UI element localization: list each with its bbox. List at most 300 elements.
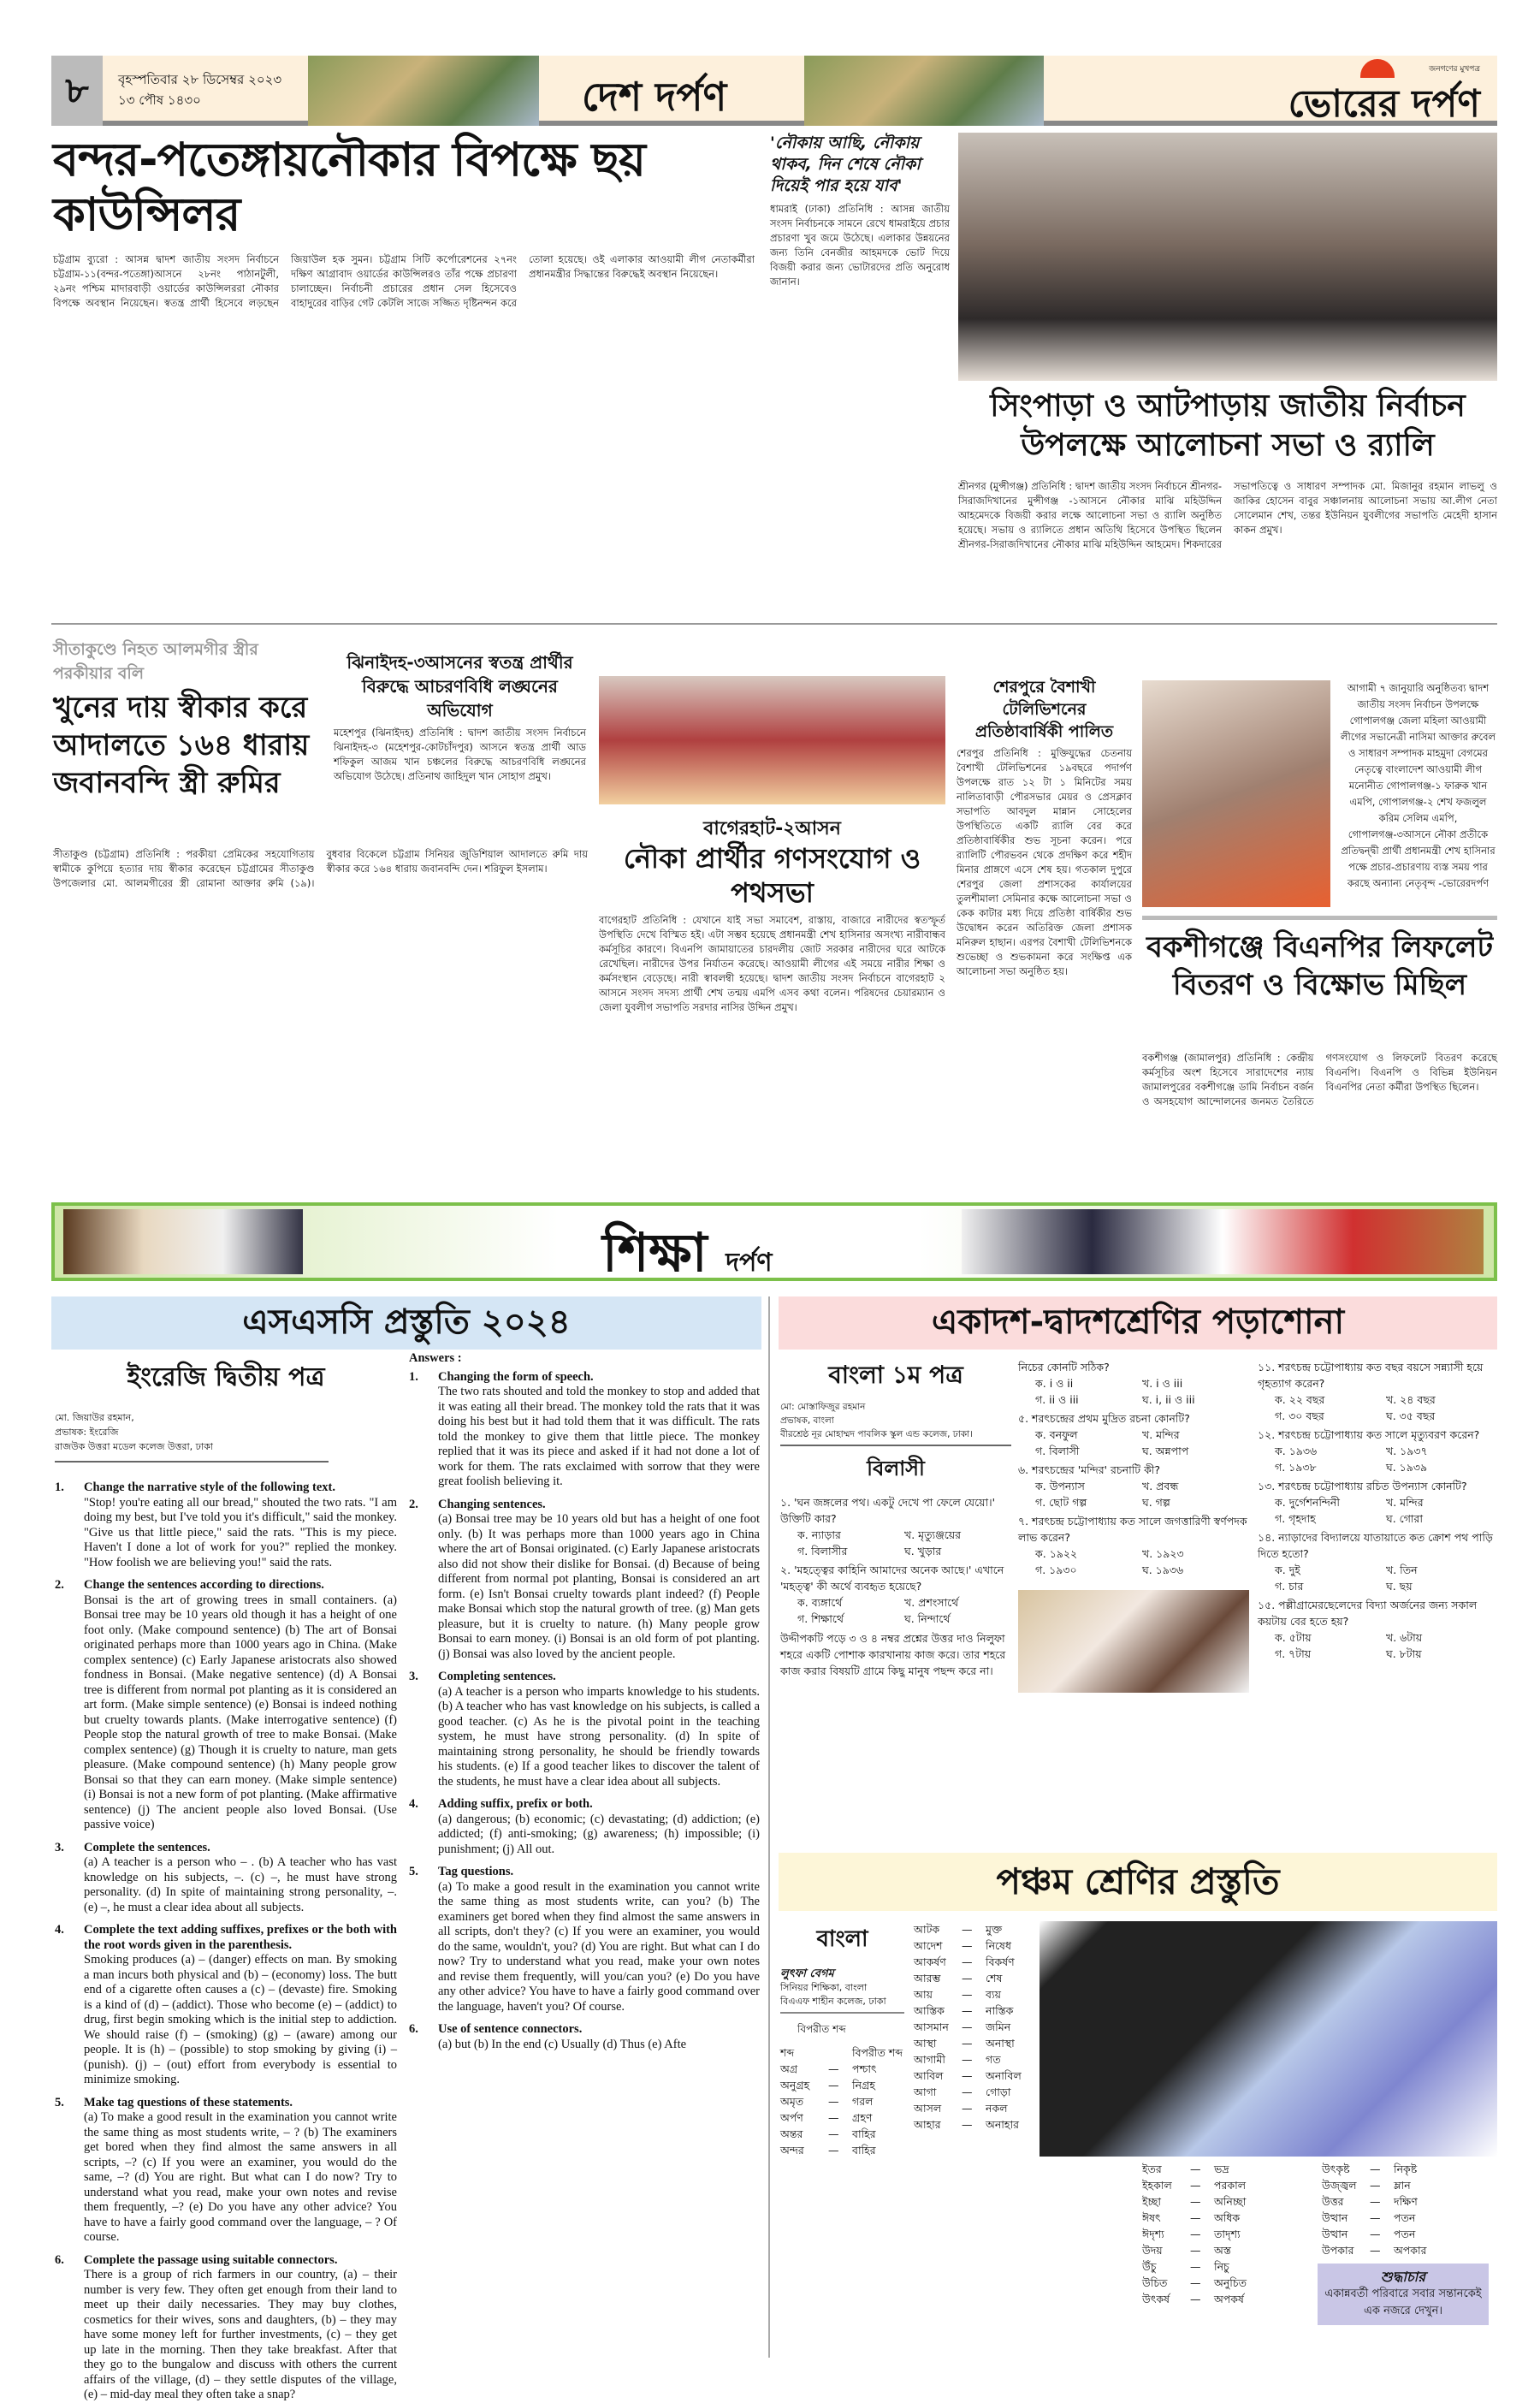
item-text: The two rats shouted and told the monkey to stop and added that it was eating all their bread. The monkey told the rats that it was doing his best but it had told them that it was difficult. The rats told the monkey to give them that little piece. The monkey replied that it was its piece and asked if it had not done a lot of work for them. The rats exclaimed with sorrow that they were great foolish believing it. bbox=[438, 1385, 760, 1488]
opposite-word: জমিন bbox=[986, 2020, 1011, 2033]
word: উত্থান bbox=[1322, 2228, 1348, 2240]
word: উৎকৃষ্ট bbox=[1322, 2163, 1350, 2175]
lead-headline: বন্দর-পতেঙ্গায়নৌকার বিপক্ষে ছয় কাউন্সিলর bbox=[53, 133, 645, 241]
opposite-word: পতন bbox=[1394, 2228, 1416, 2240]
opposite-word: অপকর্ষ bbox=[1214, 2293, 1244, 2305]
item-number: 4. bbox=[55, 1923, 64, 1937]
item-title: Tag questions. bbox=[438, 1865, 514, 1878]
antonym-pair bbox=[1142, 2177, 1296, 2193]
antonym-pair bbox=[914, 2100, 1034, 2116]
antonym-pair bbox=[780, 2093, 904, 2109]
author-title: সিনিয়র শিক্ষিকা, বাংলা bbox=[780, 1982, 868, 1993]
item-title: Use of sentence connectors. bbox=[438, 2022, 583, 2036]
dash: — bbox=[1370, 2195, 1381, 2208]
word: আসমান bbox=[914, 2020, 949, 2033]
antonym-pair bbox=[1322, 2161, 1493, 2177]
antonym-pair bbox=[780, 2126, 904, 2142]
word: অনুগ্রহ bbox=[780, 2079, 810, 2092]
antonym-pair bbox=[914, 1921, 1034, 1937]
word: আস্তিক bbox=[914, 2004, 945, 2017]
word: আস্থা bbox=[914, 2037, 937, 2050]
mcq-item bbox=[1018, 1410, 1249, 1459]
mcq-option: ক. উপন্যাস bbox=[1035, 1480, 1085, 1492]
antonym-pair bbox=[1322, 2177, 1493, 2193]
mcq-item bbox=[1258, 1597, 1497, 1662]
opposite-word: অনাহার bbox=[986, 2118, 1019, 2131]
dash: — bbox=[1190, 2211, 1201, 2224]
dash: — bbox=[1190, 2228, 1201, 2240]
hsc-author bbox=[780, 1400, 1011, 1446]
hsc-topic: বিলাসী bbox=[867, 1457, 925, 1480]
mcq-option: ক. দুই bbox=[1275, 1563, 1300, 1576]
item-title: Changing the form of speech. bbox=[438, 1369, 594, 1384]
opposite-word: অনাবিল bbox=[986, 2069, 1022, 2082]
word: আগামী bbox=[914, 2053, 945, 2066]
question-item bbox=[55, 1480, 397, 1570]
section-title: দেশ দর্পণ bbox=[582, 74, 727, 120]
opposite-word: বিকর্ষণ bbox=[986, 1955, 1015, 1968]
item-number: 6. bbox=[409, 2022, 418, 2036]
mcq-item bbox=[1258, 1529, 1497, 1594]
item-text: Bonsai is the art of growing trees in small containers. (a) Bonsai tree may be 10 years old though it has a height of one foot only. (Make compound sentence) (b) The art of Bonsai originated perhaps more than 1000 years ago in China. (Make complex sentence) (c) Early Japanese aristocrats also showed fondness in Bonsai. (Make negative sentence) (d) A Bonsai tree is different from normal pot planting as it is considered an art form. (Make simple sentence) (e) Bonsai is indeed nothing but cruelty towards plants. (Make interrogative sentence) (f) People stop the natural growth of tree to make Bonsai. (Make complex sentence) (g) Though it is cruelty to nature, man gets pleasure. (Make compound sentence) (h) Many people grow Bonsai so that they can earn money. (Make simple sentence) (i) Bonsai is not a new form of pot planting. (Make affirmative sentence) (j) The ancient people also loved Bonsai. (Use passive voice) bbox=[84, 1593, 397, 1831]
logo-tagline: জনগণের মুখপত্র bbox=[1429, 65, 1480, 74]
masthead bbox=[51, 56, 1497, 126]
mcq-option: ক. বনফুল bbox=[1035, 1428, 1078, 1441]
mcq-item bbox=[1018, 1359, 1249, 1408]
antonym-pair bbox=[1142, 2193, 1296, 2210]
mcq-option: ঘ. ৮টায় bbox=[1386, 1647, 1422, 1660]
dash: — bbox=[828, 2144, 839, 2157]
students-image-right bbox=[962, 1209, 1484, 1274]
item-number: 2. bbox=[409, 1497, 418, 1511]
hsc-column-2 bbox=[1018, 1356, 1249, 1693]
mcq-option: ঘ. নিন্দার্থে bbox=[904, 1612, 951, 1625]
opposite-word: অনুচিত bbox=[1214, 2276, 1247, 2289]
jhenaidah-body: মহেশপুর (ঝিনাইদহ) প্রতিনিধি : দ্বাদশ জাতীয় সংসদ নির্বাচনে ঝিনাইদহ-৩ (মহেশপুর-কোটচাঁদপুর) আসনে স্বতন্ত্র প্রার্থী আড শফিকুল আজম খান চঞ্চলের বিরুদ্ধে আচরণবিধি লঙ্ঘনের অভিযোগ উঠেছে। প্রতিনাথ জাহিদুল খান সোহাগ প্রমুখ। bbox=[334, 727, 586, 782]
col-word: শব্দ bbox=[780, 2046, 795, 2059]
word: অমৃত bbox=[780, 2095, 804, 2108]
mcq-option: গ. বিলাসীর bbox=[797, 1545, 848, 1558]
mcq-question: ১৪. ন্যাড়াদের বিদ্যালয়ে যাতায়াতে কত ক্রোশ পথ পাড়ি দিতে হতো? bbox=[1258, 1531, 1493, 1560]
item-number: 4. bbox=[409, 1797, 418, 1811]
mcq-option: ঘ. খুড়ার bbox=[904, 1545, 942, 1558]
word: আহার bbox=[914, 2118, 941, 2131]
item-text: (a) To make a good result in the examination you cannot write the same thing as most students write, can you? (b) The examiners get bored when they find almost the same answers in all scripts, don't they? (c) If you were an examiner, you would do the same, wouldn't, you? (d) You are right. But what can I do now? Try to understand what you read, make your own notes and revise them frequently, will you/can you? (e) Do you have any other advice? You have to have a fairly good command over the language, haven't you? Of course. bbox=[438, 1879, 760, 2014]
mcq-option: খ. তিন bbox=[1386, 1563, 1418, 1576]
opposite-word: নিষেধ bbox=[986, 1939, 1011, 1952]
mcq-option: ঘ. ৩৫ বছর bbox=[1386, 1409, 1436, 1422]
mcq-option: খ. ২৪ বছর bbox=[1386, 1393, 1436, 1406]
sitakunda-kicker: সীতাকুণ্ডে নিহত আলমগীর স্ত্রীর পরকীয়ার বলি bbox=[53, 640, 258, 683]
bakshiganj-body: বকশীগঞ্জ (জামালপুর) প্রতিনিধি : কেন্দ্রীয় কর্মসূচির অংশ হিসেবে সারাদেশের ন্যায় জামালপুরের বকশীগঞ্জে ডামি নির্বাচন বর্জন ও অসহযোগ আন্দোলনের জনমত তৈরিতে গণসংযোগ ও লিফলেট বিতরণ করেছে বিএনপি। বিএনপি ও বিভিন্ন ইউনিয়ন বিএনপির নেতা কর্মীরা উপস্থিত ছিলেন। bbox=[1142, 1052, 1497, 1107]
jhenaidah-story bbox=[334, 650, 586, 784]
author-title: প্রভাষক: ইংরেজি bbox=[55, 1427, 119, 1438]
author-institution: বীরশ্রেষ্ঠ নূর মোহাম্মদ পাবলিক স্কুল এন্ড কলেজ, ঢাকা। bbox=[780, 1429, 973, 1439]
opposite-word: নিকৃষ্ট bbox=[1394, 2163, 1418, 2175]
dash: — bbox=[962, 2053, 973, 2066]
mcq-option: গ. ১৯৩৮ bbox=[1275, 1461, 1317, 1474]
item-number: 3. bbox=[409, 1670, 418, 1683]
ssc-byline bbox=[55, 1356, 397, 1463]
item-text: (a) but (b) In the end (c) Usually (d) Thus (e) Afte bbox=[438, 2037, 687, 2051]
mcq-question: ১. 'ঘন জঙ্গলের পথ। একটু দেখে পা ফেলে যেয়ো।' উক্তিটি কার? bbox=[780, 1496, 996, 1525]
opposite-word: বাহির bbox=[852, 2144, 876, 2157]
photo-credit: শরিফুল ইসলাম। bbox=[484, 863, 548, 875]
word: আদেশ bbox=[914, 1939, 943, 1952]
item-number: 5. bbox=[55, 2095, 64, 2109]
dash: — bbox=[828, 2095, 839, 2108]
dash: — bbox=[1370, 2244, 1381, 2257]
mcq-option: ক. ব্যঙ্গার্থে bbox=[797, 1596, 843, 1609]
item-number: 6. bbox=[55, 2252, 64, 2267]
word: আয় bbox=[914, 1988, 933, 2001]
question-item bbox=[55, 1578, 397, 1833]
mcq-question: ২. 'মহত্ত্বের কাহিনি আমাদের অনেক আছে।' এখানে 'মহত্ত্ব' কী অর্থে ব্যবহৃত হয়েছে? bbox=[780, 1563, 1004, 1593]
dash: — bbox=[962, 2086, 973, 2098]
opposite-word: মুক্ত bbox=[986, 1923, 1003, 1936]
mcq-option: ক. ২২ বছর bbox=[1275, 1393, 1325, 1406]
quote-headline: 'নৌকায় আছি, নৌকায় থাকব, দিন শেষে নৌকা দিয়েই পার হয়ে যাব' bbox=[770, 134, 921, 195]
dash: — bbox=[1190, 2195, 1201, 2208]
dash: — bbox=[962, 1939, 973, 1952]
divider bbox=[51, 623, 1497, 625]
opposite-word: অধিক bbox=[1214, 2211, 1241, 2224]
newspaper-logo[interactable] bbox=[1288, 62, 1480, 138]
dash: — bbox=[1370, 2163, 1381, 2175]
col-opposite: বিপরীত শব্দ bbox=[852, 2046, 903, 2059]
mcq-option: গ. ii ও iii bbox=[1035, 1393, 1079, 1406]
dash: — bbox=[962, 2037, 973, 2050]
word: অন্দর bbox=[780, 2144, 804, 2157]
question-item bbox=[55, 2253, 397, 2403]
sherpur-story bbox=[957, 676, 1132, 1157]
antonym-pair bbox=[780, 2077, 904, 2093]
dash: — bbox=[962, 2118, 973, 2131]
item-title: Completing sentences. bbox=[438, 1670, 556, 1683]
opposite-word: নকল bbox=[986, 2102, 1008, 2115]
word: উদয় bbox=[1142, 2244, 1163, 2257]
dash: — bbox=[1190, 2244, 1201, 2257]
antonym-pair bbox=[1322, 2226, 1493, 2242]
mcq-option: গ. গৃহদাহ bbox=[1275, 1512, 1316, 1525]
singpara-body: শ্রীনগর (মুন্সীগঞ্জ) প্রতিনিধি : দ্বাদশ জাতীয় সংসদ নির্বাচনে শ্রীনগর-সিরাজদিখানের মুন্সীগঞ্জ -১আসনে নৌকার মাঝি মহিউদ্দিন আহমেদকে বিজয়ী করার লক্ষে আলোচনা সভা ও র‍্যালি অনুষ্ঠিত হয়েছে। সভায় ও র‍্যালিতে প্রধান অতিথি হিসেবে উপস্থিত ছিলেন শ্রীনগর-সিরাজদিখানের নৌকার মাঝি মহিউদ্দিন আহমেদ। শিকদারের সভাপতিত্বে ও সাধারণ সম্পাদক মো. মিজানুর রহমান লাভলু ও জাকির হোসেন বাবুর সঞ্চালনায় আলোচনা সভায় আ.লীগ নেতা সোলেমান শেখ, তন্তর ইউনিয়ন যুবলীগের সভাপতি মেহেদী হাসান কাকন প্রমুখ। bbox=[958, 480, 1497, 550]
antonym-pair bbox=[914, 1937, 1034, 1954]
mcq-option: গ. শিক্ষার্থে bbox=[797, 1612, 844, 1625]
campaign-photo bbox=[1142, 680, 1330, 907]
sitakunda-story bbox=[53, 638, 323, 802]
opposite-word: ম্লান bbox=[1394, 2179, 1411, 2192]
sherpur-body: শেরপুর প্রতিনিধি : মুক্তিযুদ্ধের চেতনায় বৈশাখী টেলিভিশনের ১৯বছরে পদার্পণ উপলক্ষে রাত ১২ টা ১ মিনিটের সময় নালিতাবাড়ী পৌরসভার মেয়র ও প্রেসক্লাব সভাপতি আবদুল মান্নান সোহেলের উপস্থিতিতে একটি র‍্যালি বের করে প্রতিষ্ঠাবার্ষিকীর শুভ সূচনা করেন। পরে র‍্যালিটি পৌরভবন থেকে প্রদক্ষিণ করে শহীদ মিনার প্রাঙ্গণে এসে শেষ হয়। গতকাল দুপুরে শেরপুর জেলা প্রশাসকের কার্যালয়ের তুলশীমালা সেমিনার কক্ষে আলোচনা সভা ও কেক কাটার মধ্য দিয়ে প্রতিষ্ঠা বার্ষিকীর শুভ উদ্বোধন করেন অতিরিক্ত জেলা প্রশাসক মনিরুল হাছান। এরপর বৈশাখী টেলিভিশনকে শুভেচ্ছা ও শুভকামনা করে সংক্ষিপ্ত এক আলোচনা সভা অনুষ্ঠিত হয়। bbox=[957, 747, 1132, 977]
class5-author bbox=[780, 1967, 904, 2014]
antonym-pair bbox=[780, 2142, 904, 2158]
word: আসল bbox=[914, 2102, 942, 2115]
antonym-pair bbox=[1322, 2210, 1493, 2226]
mcq-item bbox=[780, 1562, 1011, 1627]
item-text: (a) dangerous; (b) economic; (c) devastating; (d) addiction; (e) addicted; (f) anti-smoking; (g) awareness; (h) impossible; (i) punishment; (j) All out. bbox=[438, 1812, 760, 1856]
dash: — bbox=[1190, 2260, 1201, 2273]
singpara-headline-line2: উপলক্ষে আলোচনা সভা ও র‍্যালি bbox=[1021, 428, 1435, 463]
antonym-list-4 bbox=[1322, 2161, 1493, 2258]
author-title: প্রভাষক, বাংলা bbox=[780, 1415, 834, 1426]
word: অন্তর bbox=[780, 2127, 803, 2140]
item-number: 3. bbox=[55, 1840, 64, 1854]
mcq-option: খ. ৬টায় bbox=[1386, 1631, 1423, 1644]
quote-body: ধামরাই (ঢাকা) প্রতিনিধি : আসন্ন জাতীয় সংসদ নির্বাচনকে সামনে রেখে ধামরাইয়ে প্রচার প্রচারণা খুব জমে উঠেছে। এলাকার উন্নয়নের জন্য তিনি বেনজীর আহমদকে ভোট দিয়ে বিজয়ী করার জন্য ভোটারদের প্রতি অনুরোধ জানান। bbox=[770, 203, 950, 288]
antonym-pair bbox=[914, 1954, 1034, 1970]
opposite-word: অস্ত bbox=[1214, 2244, 1231, 2257]
mcq-option: গ. ৭টায় bbox=[1275, 1647, 1312, 1660]
mcq-option: খ. ১৯৩৭ bbox=[1386, 1445, 1428, 1457]
logo-text: ভোরের দর্পণ bbox=[1288, 82, 1480, 126]
divider bbox=[1142, 916, 1497, 920]
item-text: There is a group of rich farmers in our country, (a) – their number is very few. They often get enough from their land to meet up their daily necessaries. They may buy clothes, cosmetics for their wives, sons and daughters, (b) – they may have some money left for further investments, (c) – they get up late in the morning. Then they take breakfast. After that they go to the bungalow and discuss with others the current affairs of the village, (d) – they settle disputes of the village, (e) – mid-day meal they often take a snap? bbox=[84, 2268, 397, 2401]
antonym-pair bbox=[1142, 2226, 1296, 2242]
dash: — bbox=[1370, 2228, 1381, 2240]
opposite-word: পরকাল bbox=[1214, 2179, 1247, 2192]
banner-title-main: শিক্ষা bbox=[602, 1221, 708, 1284]
date-line bbox=[118, 69, 281, 110]
mcq-option: খ. ১৯২৩ bbox=[1142, 1547, 1184, 1560]
antonym-pair bbox=[1142, 2161, 1296, 2177]
column-divider bbox=[768, 1296, 770, 2358]
antonym-pair bbox=[914, 2084, 1034, 2100]
garland-photo bbox=[599, 676, 945, 804]
word: উঁচু bbox=[1142, 2260, 1157, 2273]
jhenaidah-headline: ঝিনাইদহ-৩আসনের স্বতন্ত্র প্রার্থীর বিরুদ্ধে আচরণবিধি লঙ্ঘনের অভিযোগ bbox=[346, 652, 573, 721]
hsc-subject: বাংলা ১ম পত্র bbox=[828, 1361, 963, 1389]
dash: — bbox=[828, 2079, 839, 2092]
banner-title-sub: দর্পণ bbox=[726, 1248, 773, 1278]
item-text: Smoking produces (a) – (danger) effects on man. By smoking a man incurs both physical and (b) – (economy) loss. The butt end of a cigarette often causes a (c) – (devaste) fire. Smoking is a kind of (d) – (addict). Those who become (e) – (addict) to drug, first begin smoking which is the initial step to addiction. We should raise (f) – (smoking) (g) – (aware) among our people. It is (h) – (possible) to stop smoking by giving (i) – (punish). (j) – (out) effort from everybody is essential to minimize smoking. bbox=[84, 1953, 397, 2086]
students-image-left bbox=[63, 1209, 303, 1274]
question-item bbox=[409, 1670, 760, 1789]
stimulus-text: উদ্দীপকটি পড়ে ৩ ও ৪ নম্বর প্রশ্নের উত্তর দাও নিলুফা শহরে একটি পোশাক কারখানায় কাজ করে। তার শহরে কাজ করার বিষয়টি গ্রামে কিছু মানুষ পছন্দ করে না। bbox=[780, 1632, 1006, 1677]
sitakunda-headline: খুনের দায় স্বীকার করে আদালতে ১৬৪ ধারায় জবানবন্দি স্ত্রী রুমির bbox=[53, 691, 310, 800]
opposite-word: পতন bbox=[1394, 2211, 1416, 2224]
antonym-pair bbox=[914, 2051, 1034, 2068]
mcq-option: গ. চার bbox=[1275, 1580, 1304, 1593]
mcq-option: গ. ১৯৩০ bbox=[1035, 1563, 1077, 1576]
item-title: Changing sentences. bbox=[438, 1497, 546, 1511]
opposite-word: গরল bbox=[852, 2095, 874, 2108]
class5-topic: বিপরীত শব্দ bbox=[797, 2023, 846, 2035]
dash: — bbox=[962, 2102, 973, 2115]
mcq-option: খ. প্রশংসার্থে bbox=[904, 1596, 959, 1609]
item-title: Complete the text adding suffixes, prefixes or the both with the root words given in the parenthesis. bbox=[84, 1923, 397, 1952]
teacher-illustration bbox=[1040, 1921, 1497, 2157]
item-number: 1. bbox=[55, 1480, 64, 1494]
opposite-word: তাদৃশ্য bbox=[1214, 2228, 1241, 2240]
mcq-question: ১৫. পল্লীগ্রামেরছেলেদের বিদ্যা অর্জনের জন্য সকাল কয়টায় বের হতে হয়? bbox=[1258, 1599, 1478, 1628]
antonym-pair bbox=[1322, 2193, 1493, 2210]
class5-column-1 bbox=[780, 1921, 904, 2158]
lead-body: চট্টগ্রাম ব্যুরো : আসন্ন দ্বাদশ জাতীয় সংসদ নির্বাচনে চট্টগ্রাম-১১(বন্দর-পতেঙ্গা)আসনে ২৮নং পাঠানটুলী, ২৯নং পশ্চিম মাদারবাড়ী ওয়ার্ডের কাউন্সিলররা নৌকার বিপক্ষে অবস্থান নিয়েছেন। স্বতন্ত্র প্রার্থী হিসেবে লড়ছেন জিয়াউল হক সুমন। চট্টগ্রাম সিটি কর্পোরেশনের ২৭নং দক্ষিণ আগ্রাবাদ ওয়ার্ডের কাউন্সিলরও তাঁর পক্ষে প্রচারণা চালাচ্ছেন। নির্বাচনী প্রচারের প্রধান সেল হিসেবেও বাহাদুরের বাড়ির গেট কেটলি সাজে সজ্জিত দৃষ্টিনন্দন করে তোলা হয়েছে। ওই এলাকার আওয়ামী লীগ নেতাকর্মীরা প্রধানমন্ত্রীর সিদ্ধান্তের বিরুদ্ধেই অবস্থান নিয়েছেন। bbox=[53, 253, 755, 309]
author-institution: বিএএফ শাহীন কলেজ, ঢাকা bbox=[780, 1996, 886, 2007]
sitakunda-body bbox=[53, 847, 588, 1177]
word: আটক bbox=[914, 1923, 940, 1936]
dash: — bbox=[962, 1972, 973, 1985]
dash: — bbox=[1190, 2179, 1201, 2192]
header-photo-collage-right bbox=[804, 56, 1044, 126]
word: ইতর bbox=[1142, 2163, 1162, 2175]
item-text: (a) Bonsai tree may be 10 years old but has a height of one foot only. (b) It was perhaps more than 1000 years ago in China where the art of Bonsai originated. (c) Early Japanese aristocrats also did not show their dislike for Bonsai. (d) Because of being different from normal pot planting, Bonsai is considered an art form. (e) Isn't Bonsai cruelty towards plant indeed? (f) People make Bonsai which stop the natural growth of tree. (g) Man gets pleasure, but it is cruelty to nature. (h) Many people grow Bonsai to earn money. (i) Bonsai is an old form of pot planting. (j) Bonsai was also loved by the ancient people. bbox=[438, 1512, 760, 1661]
mcq-question: ১১. শরৎচন্দ্র চট্টোপাধ্যায় কত বছর বয়সে সন্ন্যাসী হয়ে গৃহত্যাগ করেন? bbox=[1258, 1361, 1484, 1390]
mcq-option: খ. মৃত্যুঞ্জয়ের bbox=[904, 1528, 962, 1541]
item-text: (a) A teacher is a person who imparts knowledge to his students. (b) A teacher who has vast knowledge on his subjects, is called a good teacher. (c) As he is the pivotal point in the teaching system, he must have strong personality. (d) In spite of maintaining strong personality, he should be friendly towards his students. (e) If a good teacher likes to discover the talent of the students, he must have a clear idea about all subjects. bbox=[438, 1684, 760, 1789]
word: ঈদৃশ্য bbox=[1142, 2228, 1164, 2240]
mcq-option: খ. মন্দির bbox=[1142, 1428, 1180, 1441]
mcq-item bbox=[1258, 1427, 1497, 1475]
mcq-question: ৫. শরৎচন্দ্রের প্রথম মুদ্রিত রচনা কোনটি? bbox=[1018, 1412, 1190, 1425]
word: উচিত bbox=[1142, 2276, 1168, 2289]
question-item bbox=[55, 1923, 397, 2088]
dash: — bbox=[962, 1988, 973, 2001]
mcq-item bbox=[1018, 1462, 1249, 1510]
word: উপকার bbox=[1322, 2244, 1354, 2257]
question-item bbox=[55, 1841, 397, 1916]
item-title: Adding suffix, prefix or both. bbox=[438, 1797, 593, 1811]
dash: — bbox=[828, 2127, 839, 2140]
word: আকর্ষণ bbox=[914, 1955, 946, 1968]
opposite-word: পশ্চাৎ bbox=[852, 2062, 877, 2075]
mcq-option: ঘ. অন্নপাপ bbox=[1142, 1445, 1189, 1457]
antonym-pair bbox=[1142, 2242, 1296, 2258]
sherpur-headline: শেরপুরে বৈশাখী টেলিভিশনের প্রতিষ্ঠাবার্ষিকী পালিত bbox=[974, 678, 1114, 741]
bagerhat-kicker: বাগেরহাট-২আসন bbox=[703, 818, 841, 840]
answers-label: Answers : bbox=[409, 1351, 462, 1365]
bagerhat-story bbox=[599, 817, 945, 1187]
mcq-item bbox=[780, 1494, 1011, 1559]
dash: — bbox=[1370, 2211, 1381, 2224]
opposite-word: নিচু bbox=[1214, 2260, 1229, 2273]
mcq-option: খ. i ও iii bbox=[1142, 1377, 1183, 1390]
dash: — bbox=[962, 1923, 973, 1936]
opposite-word: শেষ bbox=[986, 1972, 1003, 1985]
item-title: Change the narrative style of the following text. bbox=[84, 1480, 335, 1494]
mcq-option: ক. ন্যাড়ার bbox=[797, 1528, 841, 1541]
word: ঈষৎ bbox=[1142, 2211, 1161, 2224]
dash: — bbox=[962, 2004, 973, 2017]
singpara-headline bbox=[958, 387, 1497, 466]
question-item bbox=[409, 2022, 760, 2052]
dash: — bbox=[828, 2111, 839, 2124]
mcq-option: গ. ৩০ বছর bbox=[1275, 1409, 1324, 1422]
author-name: মো. জিয়াউর রহমান, bbox=[55, 1412, 134, 1423]
opposite-word: গোড়া bbox=[986, 2086, 1011, 2098]
antonym-pair bbox=[914, 1986, 1034, 2002]
mcq-question: ৭. শরৎচন্দ্র চট্টোপাধ্যায় কত সালে জগত্তারিণী স্বর্ণপদক লাভ করেন? bbox=[1018, 1515, 1247, 1544]
item-text: "Stop! you're eating all our bread," shouted the two rats. "I am doing my best, but I've told you it's difficult," said the monkey. "Give us that little piece," said the rats. "This is my piece. Haven't I done a lot of work for you?" replied the monkey. "How foolish we are believing you!" said the rats. bbox=[84, 1495, 397, 1569]
item-text: (a) A teacher is a person who – . (b) A teacher who has vast knowledge on his subjects, –. (c) –, he must have strong personality. (d) In spite of maintaining strong personality, –. (e) –, he must a clear idea about all subjects. bbox=[84, 1855, 397, 1914]
antonym-pair bbox=[1142, 2275, 1296, 2291]
opposite-word: দক্ষিণ bbox=[1394, 2195, 1418, 2208]
antonym-list-2 bbox=[914, 1921, 1034, 2133]
antonym-pair bbox=[780, 2061, 904, 2077]
mcq-option: খ. প্রবন্ধ bbox=[1142, 1480, 1179, 1492]
date-gregorian: বৃহস্পতিবার ২৮ ডিসেম্বর ২০২৩ bbox=[118, 72, 282, 87]
opposite-word: নিগ্রহ bbox=[852, 2079, 875, 2092]
dash: — bbox=[1190, 2163, 1201, 2175]
education-banner-title bbox=[602, 1213, 773, 1301]
item-text: (a) To make a good result in the examination you cannot write the same thing as most students write, – ? (b) The examiners get bored when they find almost the same answers in all scripts, –? (c) If you were an examiner, you would do the same, –? (d) You are right. But what can I do now? Try to understand what you read, make your own notes and revise them frequently, –? (e) Do you have any other advice? You have to have a fairly good command over the language, – ? Of course. bbox=[84, 2110, 397, 2244]
page-number: ৮ bbox=[51, 56, 103, 126]
author-institution: রাজউক উত্তরা মডেল কলেজ উত্তরা, ঢাকা bbox=[55, 1441, 213, 1452]
question-item bbox=[409, 1370, 760, 1490]
antonym-pair bbox=[1142, 2210, 1296, 2226]
mcq-option: ক. i ও ii bbox=[1035, 1377, 1074, 1390]
antonym-pair bbox=[1322, 2242, 1493, 2258]
dash: — bbox=[962, 2069, 973, 2082]
question-item bbox=[409, 1498, 760, 1663]
word: উত্তর bbox=[1322, 2195, 1344, 2208]
mcq-option: ঘ. i, ii ও iii bbox=[1142, 1393, 1195, 1406]
mcq-item bbox=[1018, 1513, 1249, 1578]
moral-note-box bbox=[1318, 2264, 1489, 2325]
header-photo-collage-left bbox=[308, 56, 539, 126]
opposite-word: গ্রহণ bbox=[852, 2111, 873, 2124]
word: অর্পণ bbox=[780, 2111, 803, 2124]
education-banner bbox=[51, 1202, 1497, 1284]
antonym-pair bbox=[914, 2002, 1034, 2019]
word: উজ্জ্বল bbox=[1322, 2179, 1357, 2192]
question-item bbox=[409, 1865, 760, 2014]
dash: — bbox=[1190, 2276, 1201, 2289]
mcq-question: ৬. শরৎচন্দ্রের 'মন্দির' রচনাটি কী? bbox=[1018, 1463, 1161, 1476]
antonym-pair bbox=[780, 2109, 904, 2126]
opposite-word: নাস্তিক bbox=[986, 2004, 1014, 2017]
ssc-questions bbox=[55, 1480, 397, 2401]
hsc-band: একাদশ-দ্বাদশশ্রেণির পড়াশোনা bbox=[779, 1296, 1497, 1350]
ssc-answers bbox=[409, 1348, 760, 2358]
opposite-word: ভদ্র bbox=[1214, 2163, 1229, 2175]
word: উত্থান bbox=[1322, 2211, 1348, 2224]
ssc-subject: ইংরেজি দ্বিতীয় পত্র bbox=[127, 1362, 325, 1392]
dash: — bbox=[828, 2062, 839, 2075]
opposite-word: অনিচ্ছা bbox=[1214, 2195, 1247, 2208]
opposite-word: ব্যয় bbox=[986, 1988, 1001, 2001]
mcq-question: ১৩. শরৎচন্দ্র চট্টোপাধ্যায় রচিত উপন্যাস কোনটি? bbox=[1258, 1480, 1467, 1492]
antonym-pair bbox=[914, 2116, 1034, 2133]
antonym-pair bbox=[914, 2035, 1034, 2051]
hsc-column-1 bbox=[780, 1356, 1011, 1679]
bakshiganj-headline: বকশীগঞ্জে বিএনপির লিফলেট বিতরণ ও বিক্ষোভ মিছিল bbox=[1146, 930, 1493, 1002]
dash: — bbox=[1370, 2179, 1381, 2192]
date-bengali: ১৩ পৌষ ১৪৩০ bbox=[118, 92, 201, 108]
dash: — bbox=[962, 1955, 973, 1968]
opposite-word: অপকার bbox=[1394, 2244, 1427, 2257]
mcq-question: ১২. শরৎচন্দ্র চট্টোপাধ্যায় কত সালে মৃত্যুবরণ করেন? bbox=[1258, 1428, 1480, 1441]
mcq-option: ক. দুর্গেশনন্দিনী bbox=[1275, 1496, 1340, 1509]
mcq-option: ঘ. ১৯৩৬ bbox=[1142, 1563, 1184, 1576]
word: ইচ্ছা bbox=[1142, 2195, 1161, 2208]
word: আবিল bbox=[914, 2069, 944, 2082]
note-title: শুদ্ধাচার bbox=[1380, 2269, 1426, 2285]
author-name: লুৎফা বেগম bbox=[780, 1967, 834, 1980]
bagerhat-body: বাগেরহাট প্রতিনিধি : যেখানে যাই সভা সমাবেশ, রাস্তায়, বাজারে নারীদের স্বতস্ফূর্ত উপস্থিতি দেখে বিস্মিত হই। এটা সম্ভব হয়েছে প্রধানমন্ত্রী শেখ হাসিনার অসংখ্য নারীবান্ধব কর্মসূচির কারণে। বিএনপি জামায়াতের চারদলীয় জোট সরকার নারীদের ঘরে আটকে রেখেছিল। নারীদের উপর নির্যাতন করেছে। আওয়ামী লীগের এই সময়ে নারীর শিক্ষা ও কর্মসংস্থান বেড়েছে। নারী স্বাবলম্বী হয়েছে। দ্বাদশ জাতীয় সংসদ নির্বাচনে বাগেরহাট ২ আসনে সংসদ সদস্য প্রার্থী শেখ তন্ময় এমপি এসব কথা বলেন। পরিষদের চেয়ারম্যান ও জেলা যুবলীগ সভাপতি সরদার নাসির উদ্দিন প্রমুখ। bbox=[599, 914, 945, 1013]
note-text: একান্নবর্তী পরিবারে সবার সন্তানকেই এক নজরে দেখুন। bbox=[1324, 2287, 1482, 2317]
class5-band: পঞ্চম শ্রেণির প্রস্তুতি bbox=[779, 1853, 1497, 1911]
antonym-pair bbox=[1142, 2291, 1296, 2307]
ssc-author bbox=[55, 1410, 329, 1463]
word: আগা bbox=[914, 2086, 937, 2098]
item-title: Make tag questions of these statements. bbox=[84, 2095, 293, 2109]
mcq-item bbox=[1258, 1478, 1497, 1527]
word: আরম্ভ bbox=[914, 1972, 941, 1985]
class5-subject: বাংলা bbox=[816, 1926, 868, 1952]
mcq-option: ঘ. গোরা bbox=[1386, 1512, 1424, 1525]
antonym-pair bbox=[914, 1970, 1034, 1986]
hsc-column-3 bbox=[1258, 1356, 1497, 1662]
